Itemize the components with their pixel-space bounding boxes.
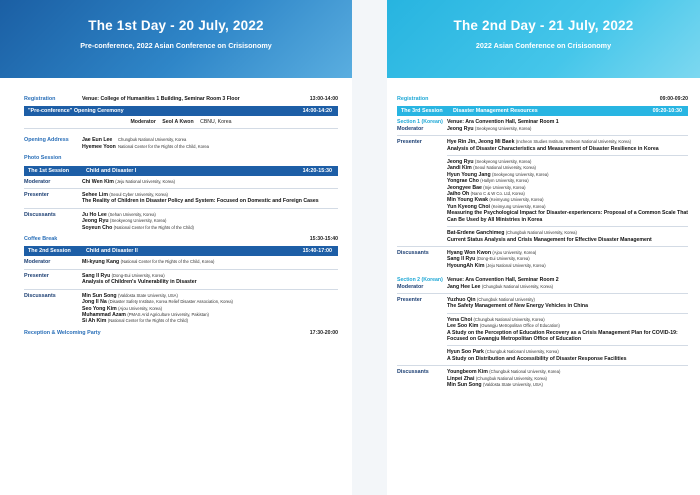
presenter-name: Yun Kyeong Choi xyxy=(447,203,490,210)
discussant-name: Ju Ho Lee xyxy=(82,211,107,218)
session1-label: The 1st Session xyxy=(28,167,70,174)
presenter-aff: (Incheon Studies Institute, Incheon National University, Korea) xyxy=(515,139,631,145)
moderator-name: Jang Hee Lee xyxy=(447,283,481,290)
presenter-label: Presenter xyxy=(397,139,422,146)
session1-title: Child and Disaster I xyxy=(86,167,137,174)
discussant-aff: (National Center for the Rights of the Child) xyxy=(113,224,194,230)
moderator-aff: (Seokyeong University, Korea) xyxy=(474,125,532,131)
day2-page xyxy=(387,0,700,495)
discussants-label: Discussants xyxy=(397,249,429,256)
discussant-aff: (National Center for the Rights of the Child) xyxy=(107,318,189,324)
presenter-aff: (Seoul Cyber University, Korea) xyxy=(109,192,168,198)
moderator-label: Moderator xyxy=(24,259,51,266)
section2-discussants-row xyxy=(397,369,688,388)
opening-moderator-aff: CBNU, Korea xyxy=(200,119,232,126)
paper-title: The Reality of Children in Disaster Policy and System: Focused on Domestic and Foreign Cases xyxy=(82,198,319,205)
paper-title: A Study on Distribution and Accessibility of Disaster Response Facilities xyxy=(447,355,627,362)
day1-subtitle: Pre-conference, 2022 Asian Conference on Crisisonomy xyxy=(80,41,272,50)
discussant-name: Youngbeom Kim xyxy=(447,369,488,376)
presenter-aff: (Seokyeong University, Korea) xyxy=(492,171,549,177)
day1-registration-row xyxy=(24,96,338,102)
discussant-name: Min Sun Song xyxy=(447,382,482,388)
discussant-aff: (Chungbuk National University, Korea) xyxy=(489,369,561,375)
opening-ceremony-bar xyxy=(24,106,338,116)
opening-speaker-aff: Chungbuk National University, Korea xyxy=(118,137,187,143)
paper-title: Current Status Analysis and Crisis Management for Effective Disaster Management xyxy=(447,236,652,243)
moderator-label: Moderator xyxy=(24,178,51,185)
presenter-name: Yena Choi xyxy=(447,316,473,323)
session1-presenter-row xyxy=(24,192,338,205)
presenter-name: Sehee Lim xyxy=(82,192,108,199)
section1-presenter-row xyxy=(397,139,688,243)
presenter-aff: (Chungbuk National University) xyxy=(476,296,535,302)
discussant-aff: (Seokyeong University, Korea) xyxy=(109,218,167,224)
session2-label: The 2nd Session xyxy=(28,248,71,255)
discussant-name: Si Ah Kim xyxy=(82,318,107,325)
paper-title: Analysis of Disaster Characteristics and Measurement of Disaster Resilience in Korea xyxy=(447,145,659,152)
coffee-break-row xyxy=(24,236,338,242)
discussant-aff: (Jeju National University, Korea) xyxy=(485,262,546,268)
session2-discussants-row xyxy=(24,293,338,325)
section2-moderator-row xyxy=(397,284,688,290)
presenter-name: Jeongyee Bae xyxy=(447,184,482,191)
day2-subtitle: 2022 Asian Conference on Crisisonomy xyxy=(475,41,612,50)
presenter-name: Min Young Kwak xyxy=(447,197,489,204)
session1-time: 14:20-15:30 xyxy=(302,167,332,174)
moderator-aff: (Chungbuk National University, Korea) xyxy=(481,283,553,289)
moderator-aff: (National Center for the Rights of the Child, Korea) xyxy=(120,259,215,265)
session2-time: 15:40-17:00 xyxy=(302,248,332,255)
presenter-name: Yongrae Cho xyxy=(447,178,479,185)
presenter-aff: (Keimyung University, Korea) xyxy=(491,203,546,209)
reception-label: Reception & Welcoming Party xyxy=(24,329,101,336)
moderator-label: Moderator xyxy=(397,125,424,132)
presenter-name: Hye Rin Jin, Jeong Mi Baek xyxy=(447,139,515,146)
discussant-aff: (Sehan University, Korea) xyxy=(108,211,156,217)
section2-label: Section 2 (Korean) xyxy=(397,277,443,284)
presenter-label: Presenter xyxy=(397,296,422,303)
session2-presenter-row xyxy=(24,273,338,286)
session2-bar xyxy=(24,246,338,256)
paper-title: Measuring the Psychological Impact for Disaster-experiencers: Proposal of a Common Scale That Can Be Used by All Ministries in Korea xyxy=(447,210,688,223)
discussant-name: Sang Il Ryu xyxy=(447,256,476,263)
coffee-break-time: 15:30-15:40 xyxy=(309,236,338,243)
presenter-aff: (Seokyeong University, Korea) xyxy=(474,159,532,165)
registration-venue: Venue: College of Humanities 1 Building, Seminar Room 3 Floor xyxy=(82,96,240,102)
discussants-label: Discussants xyxy=(24,211,56,218)
presenter-label: Presenter xyxy=(24,272,49,279)
presenter-name: Hyun Young Jang xyxy=(447,171,491,178)
session3-time: 09:20-10:30 xyxy=(652,108,682,115)
day1-title: The 1st Day - 20 July, 2022 xyxy=(88,18,264,33)
presenter-name: Yuzhuo Qin xyxy=(447,296,476,303)
opening-address-row xyxy=(24,137,338,150)
opening-speaker-aff: National Center for the Rights of the Child, Korea xyxy=(118,143,210,149)
coffee-break-label: Coffee Break xyxy=(24,236,58,243)
presenter-name: Jeong Ryu xyxy=(447,159,474,166)
discussant-name: HyoungAh Kim xyxy=(447,262,485,269)
session3-bar xyxy=(397,106,688,116)
discussant-name: Seo Yong Kim xyxy=(82,305,117,312)
discussant-aff: (Valdosta State University, USA) xyxy=(117,292,178,298)
opening-address-label: Opening Address xyxy=(24,137,69,144)
presenter-aff: (Inje University, Korea) xyxy=(483,184,526,190)
discussant-name: Soyeun Cho xyxy=(82,224,113,231)
session3-label: The 3rd Session xyxy=(401,108,443,115)
presenter-name: Bat-Erdene Ganchimeg xyxy=(447,230,505,237)
discussant-aff: (Valdosta State University, USA) xyxy=(482,382,543,387)
section1-label: Section 1 (Korean) xyxy=(397,119,443,126)
opening-ceremony-time: 14:00-14:20 xyxy=(302,108,332,115)
presenter-label: Presenter xyxy=(24,192,49,199)
discussant-aff: (Chungbuk National University, Korea) xyxy=(475,375,547,381)
presenter-aff: (Chungbuk Nationanl University, Korea) xyxy=(485,349,559,355)
presenter-aff: (Nano C & W Co. Ltd, Korea) xyxy=(470,191,525,197)
presenter-name: Lee Soo Kim xyxy=(447,323,479,330)
opening-moderator xyxy=(24,119,338,125)
moderator-aff: (Jeju National University, Korea) xyxy=(115,178,176,184)
section1-discussants-row xyxy=(397,250,688,269)
section1-venue: Venue: Ara Convention Hall, Seminar Room 1 xyxy=(447,119,559,126)
opening-ceremony-title: "Pre-conference" Opening Ceremony xyxy=(28,108,124,115)
session1-moderator-row xyxy=(24,179,338,185)
discussant-aff: (Ajou University, Korea) xyxy=(492,249,537,255)
registration-label: Registration xyxy=(24,96,56,102)
discussant-name: Jeong Ryu xyxy=(82,218,109,225)
reception-time: 17:30-20:00 xyxy=(309,329,338,336)
moderator-name: Jeong Ryu xyxy=(447,125,474,132)
paper-title: A Study on the Perception of Education Recovery as a Crisis Management Plan for COVID-19: Focused on Gwangju Metropolitan Office of Education xyxy=(447,329,678,342)
discussant-name: Hyang Won Kwon xyxy=(447,249,491,256)
day2-registration-row xyxy=(397,96,688,102)
presenter-aff: (Chungbuk National University, Korea) xyxy=(505,230,577,236)
discussant-name: Min Sun Song xyxy=(82,292,117,299)
session1-bar xyxy=(24,166,338,176)
reception-row xyxy=(24,330,338,336)
session2-title: Child and Disaster II xyxy=(86,248,138,255)
paper-title: The Safety Management of New Energy Vehicles in China xyxy=(447,303,588,310)
opening-moderator-name: Seol A Kwon xyxy=(162,119,194,126)
discussants-label: Discussants xyxy=(24,292,56,299)
section2-venue: Venue: Ara Convention Hall, Seminar Room 2 xyxy=(447,277,559,284)
discussant-aff: (Disaster Safety Institute, Korea Relief Disaster Association, Korea) xyxy=(108,299,233,305)
discussants-label: Discussants xyxy=(397,369,429,376)
presenter-aff: (Seoul National University, Korea) xyxy=(473,165,536,171)
presenter-aff: (Chungbuk National University, Korea) xyxy=(473,316,545,322)
discussant-aff: (PMAS Arid Agriculture University, Pakistan) xyxy=(127,311,209,317)
discussant-name: Linpei Zhai xyxy=(447,375,475,382)
discussant-name: Muhammad Azam xyxy=(82,311,126,318)
day2-title: The 2nd Day - 21 July, 2022 xyxy=(453,18,634,33)
presenter-aff: (Hallym University, Korea) xyxy=(480,178,529,184)
moderator-name: Chi Wen Kim xyxy=(82,178,114,185)
presenter-name: Jaiho Oh xyxy=(447,191,470,198)
discussant-name: Jong Il Na xyxy=(82,299,107,306)
section1-moderator-row xyxy=(397,126,688,132)
opening-speaker-name: Hyemee Yoon xyxy=(82,143,116,150)
photo-session-label: Photo Session xyxy=(24,155,62,162)
opening-speaker-name: Jae Eun Lee xyxy=(82,137,113,144)
day2-banner xyxy=(387,0,700,78)
presenter-aff: (Gwangju Metropolitan Office of Education) xyxy=(479,323,560,329)
moderator-name: Mi-kyung Kang xyxy=(82,259,120,266)
moderator-label: Moderator xyxy=(397,283,424,290)
session3-title: Disaster Management Resources xyxy=(453,108,538,115)
presenter-name: Jandi Kim xyxy=(447,165,472,172)
presenter-name: Sang Il Ryu xyxy=(82,272,111,279)
presenter-aff: (Keimyung University, Korea) xyxy=(489,197,544,203)
opening-moderator-label: Moderator xyxy=(130,119,156,126)
session1-discussants-row xyxy=(24,212,338,231)
section2-presenter-row xyxy=(397,297,688,362)
presenter-name: Hyun Soo Park xyxy=(447,349,484,356)
session2-moderator-row xyxy=(24,259,338,265)
registration-label: Registration xyxy=(397,96,429,102)
presenter-aff: (Dong-Eui University, Korea) xyxy=(111,272,165,278)
day1-banner xyxy=(0,0,352,78)
discussant-aff: (Dong-Eui University, Korea) xyxy=(476,256,530,262)
registration-time: 09:00-09:20 xyxy=(659,96,688,102)
discussant-aff: (Ajou University, Korea) xyxy=(118,305,162,311)
registration-time: 13:00-14:00 xyxy=(309,96,338,102)
paper-title: Analysis of Children's Vulnerability in Disaster xyxy=(82,279,197,286)
